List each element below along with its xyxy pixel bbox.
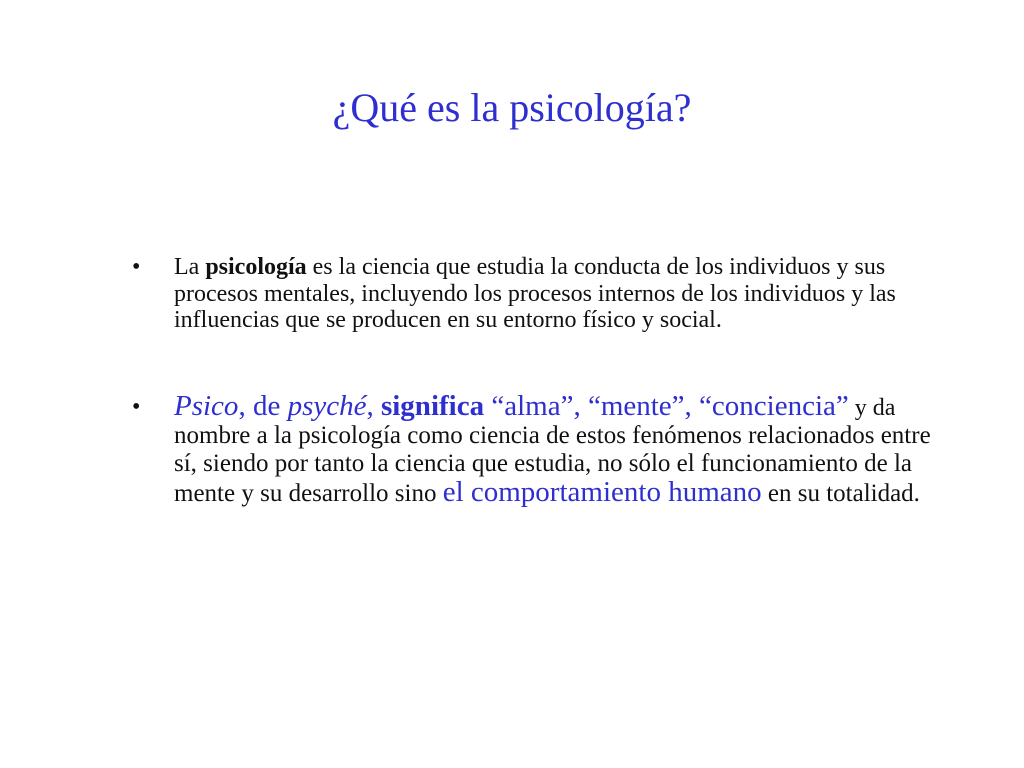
bullet-item-etymology: [132, 389, 942, 508]
bullet2-comma: ,: [366, 389, 381, 422]
bullet1-bold-term: psicología: [205, 254, 307, 280]
bullet-icon: •: [132, 393, 141, 420]
bullet-icon: •: [132, 254, 141, 280]
bullet2-de: , de: [238, 389, 288, 422]
bullet2-psyche: psyché: [287, 389, 367, 422]
bullet2-y-da: y da: [848, 394, 896, 421]
bullet2-significa: significa: [380, 389, 485, 422]
bullet2-end: en su totalidad.: [761, 479, 920, 507]
bullet1-text-rest: es la ciencia que estudia la conducta de los individuos y sus procesos mentales, incluyendo los procesos internos de los individuos y las influencias que se producen en su entorno físico y social.: [174, 254, 896, 333]
bullet2-quotes: “alma”, “mente”, “conciencia”: [484, 389, 849, 422]
bullet2-body: nombre a la psicología como ciencia de estos fenómenos relacionados entre sí, siendo por tanto la ciencia que estudia, no sólo el funcionamiento de la mente y su desarrollo sino: [174, 421, 931, 507]
bullet2-comportamiento: el comportamiento humano: [442, 475, 762, 508]
slide-title: ¿Qué es la psicología?: [332, 85, 692, 130]
bullet-item-definition: [132, 254, 942, 334]
bullet-list: [132, 254, 942, 508]
bullet1-text-start: La: [174, 254, 206, 280]
bullet2-psico: Psico: [174, 389, 239, 422]
